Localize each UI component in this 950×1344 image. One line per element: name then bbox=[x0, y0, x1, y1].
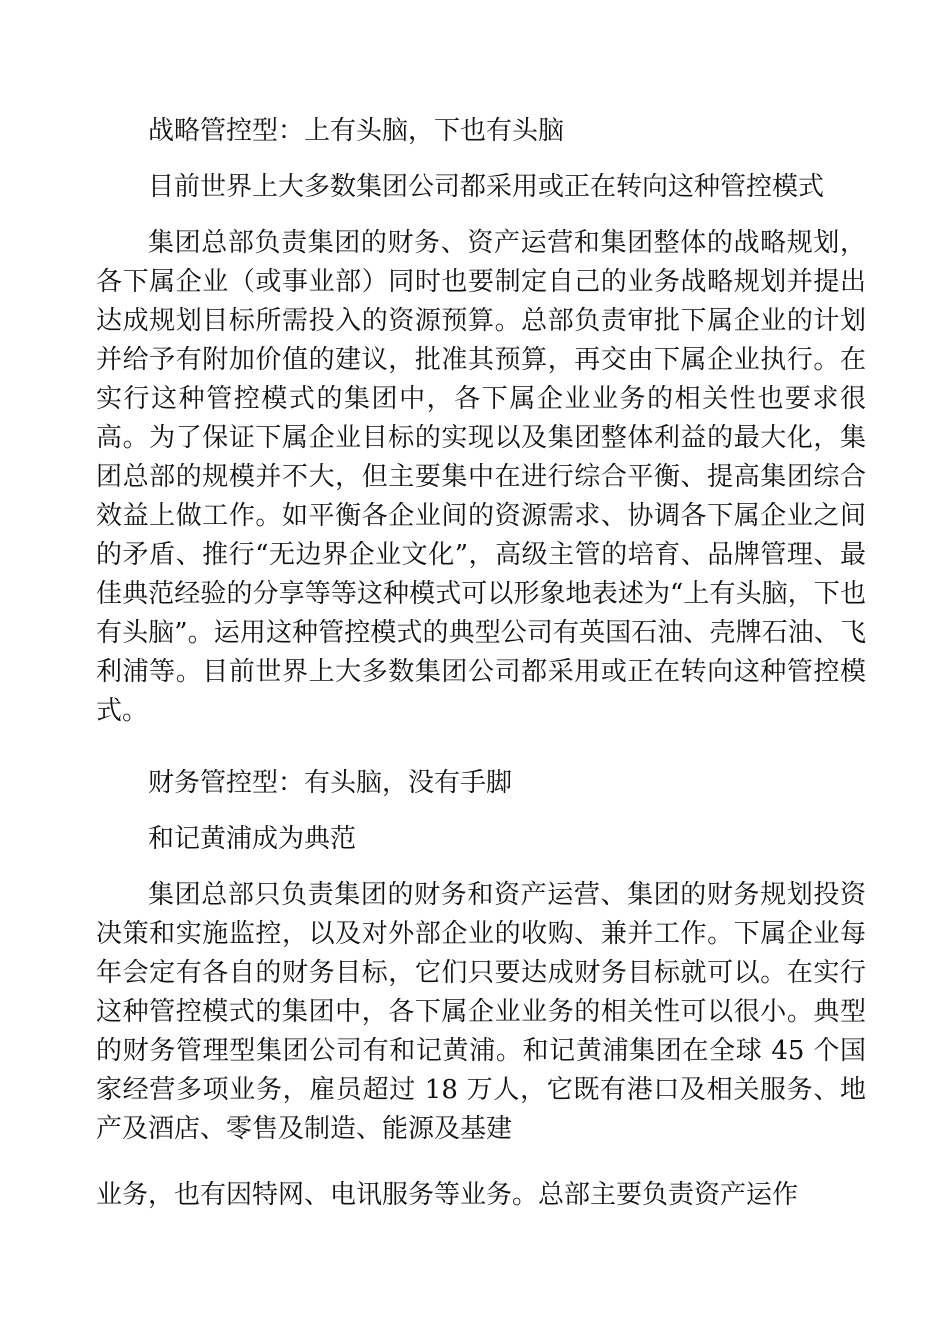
paragraph-strategic-summary: 目前世界上大多数集团公司都采用或正在转向这种管控模式 bbox=[148, 172, 825, 202]
paragraph-strategic-body: 集团总部负责集团的财务、资产运营和集团整体的战略规划，各下属企业（或事业部）同时也要制定自己的业务战略规划并提出达成规划目标所需投入的资源预算。总部负责审批下属企业的计划并给予有附加价值的建议，批准其预算，再交由下属企业执行。在实行这种管控模式的集团中，各下属企业业务的相关性也要求很高。为了保证下属企业目标的实现以及集团整体利益的最大化，集团总部的规模并不大，但主要集中在进行综合平衡、提高集团综合效益上做工作。如平衡各企业间的资源需求、协调各下属企业之间的矛盾、推行“无边界企业文化”，高级主管的培育、品牌管理、最佳典范经验的分享等等这种模式可以形象地表述为“上有头脑，下也有头脑”。运用这种管控模式的典型公司有英国石油、壳牌石油、飞利浦等。目前世界上大多数集团公司都采用或正在转向这种管控模式。 bbox=[96, 228, 866, 726]
heading-financial-control: 财务管控型：有头脑，没有手脚 bbox=[148, 768, 513, 798]
paragraph-financial-body: 集团总部只负责集团的财务和资产运营、集团的财务规划投资决策和实施监控，以及对外部企业的收购、兼并工作。下属企业每年会定有各自的财务目标，它们只要达成财务目标就可以。在实行这种管控模式的集团中，各下属企业业务的相关性可以很小。典型的财务管理型集团公司有和记黄浦。和记黄浦集团在全球 45 个国家经营多项业务，雇员超过 18 万人，它既有港口及相关服务、地产及酒店、零售及制造、能源及基建 bbox=[96, 880, 866, 1144]
paragraph-continuation: 业务，也有因特网、电讯服务等业务。总部主要负责资产运作 bbox=[96, 1180, 799, 1210]
paragraph-financial-summary: 和记黄浦成为典范 bbox=[148, 824, 357, 854]
heading-strategic-control: 战略管控型：上有头脑，下也有头脑 bbox=[148, 116, 565, 146]
